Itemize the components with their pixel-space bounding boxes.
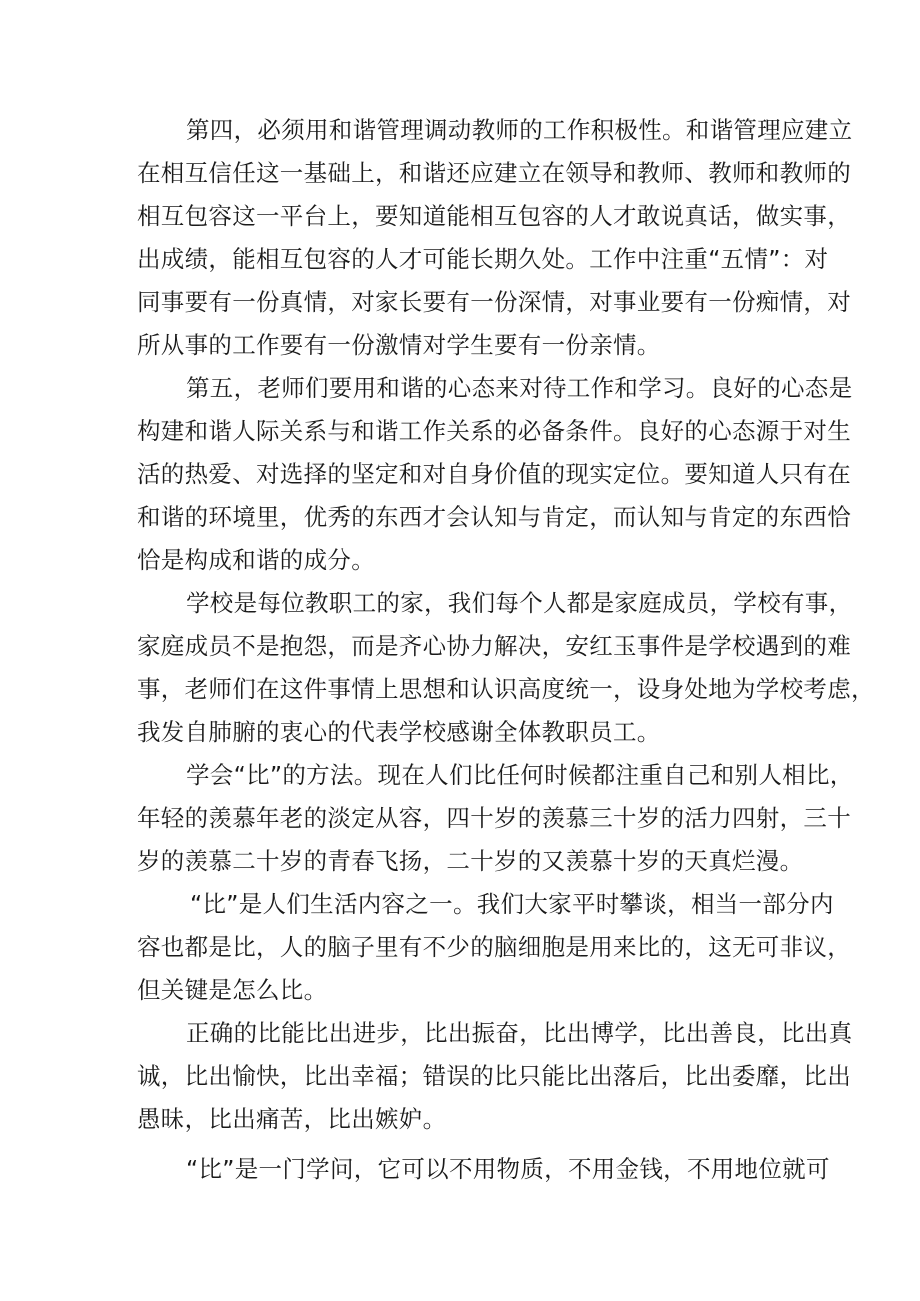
paragraph-7-line-1: “比”是一门学问，它可以不用物质，不用金钱，不用地位就可: [186, 1155, 830, 1183]
paragraph-1-line-1: 第四，必须用和谐管理调动教师的工作积极性。和谐管理应建立: [186, 116, 853, 144]
paragraph-5-line-2: 容也都是比，人的脑子里有不少的脑细胞是用来比的，这无可非议，: [137, 933, 851, 961]
paragraph-6-line-3: 愚昧，比出痛苦，比出嫉妒。: [137, 1105, 447, 1133]
paragraph-1-line-2: 在相互信任这一基础上，和谐还应建立在领导和教师、教师和教师的: [137, 159, 851, 187]
paragraph-4-line-2: 年轻的羡慕年老的淡定从容，四十岁的羡慕三十岁的活力四射，三十: [137, 804, 851, 832]
paragraph-6-line-1: 正确的比能比出进步，比出振奋，比出博学，比出善良，比出真: [186, 1019, 853, 1047]
paragraph-2-line-3: 活的热爱、对选择的坚定和对自身价值的现实定位。要知道人只有在: [137, 460, 851, 488]
paragraph-6-line-2: 诚，比出愉快，比出幸福；错误的比只能比出落后，比出委靡，比出: [137, 1062, 851, 1090]
paragraph-1-line-6: 所从事的工作要有一份激情对学生要有一份亲情。: [137, 331, 661, 359]
paragraph-2-line-2: 构建和谐人际关系与和谐工作关系的必备条件。良好的心态源于对生: [137, 417, 851, 445]
paragraph-4-line-1: 学会“比”的方法。现在人们比任何时候都注重自己和别人相比，: [186, 761, 854, 789]
paragraph-3-line-1: 学校是每位教职工的家，我们每个人都是家庭成员，学校有事，: [186, 589, 853, 617]
paragraph-2-line-5: 恰是构成和谐的成分。: [137, 546, 375, 574]
paragraph-3-line-3: 事，老师们在这件事情上思想和认识高度统一，设身处地为学校考虑，: [137, 675, 875, 703]
paragraph-3-line-4: 我发自肺腑的衷心的代表学校感谢全体教职员工。: [137, 718, 661, 746]
paragraph-2-line-4: 和谐的环境里，优秀的东西才会认知与肯定，而认知与肯定的东西恰: [137, 503, 851, 531]
paragraph-5-line-3: 但关键是怎么比。: [137, 976, 328, 1004]
paragraph-3-line-2: 家庭成员不是抱怨，而是齐心协力解决，安红玉事件是学校遇到的难: [137, 632, 851, 660]
paragraph-5-line-1: “比”是人们生活内容之一。我们大家平时攀谈，相当一部分内: [190, 890, 834, 918]
paragraph-1-line-4: 出成绩，能相互包容的人才可能长期久处。工作中注重“五情”：对: [137, 245, 829, 273]
paragraph-1-line-3: 相互包容这一平台上，要知道能相互包容的人才敢说真话，做实事，: [137, 202, 851, 230]
paragraph-2-line-1: 第五，老师们要用和谐的心态来对待工作和学习。良好的心态是: [186, 374, 853, 402]
paragraph-4-line-3: 岁的羡慕二十岁的青春飞扬，二十岁的又羡慕十岁的天真烂漫。: [137, 847, 804, 875]
paragraph-1-line-5: 同事要有一份真情，对家长要有一份深情，对事业要有一份痴情，对: [137, 288, 851, 316]
